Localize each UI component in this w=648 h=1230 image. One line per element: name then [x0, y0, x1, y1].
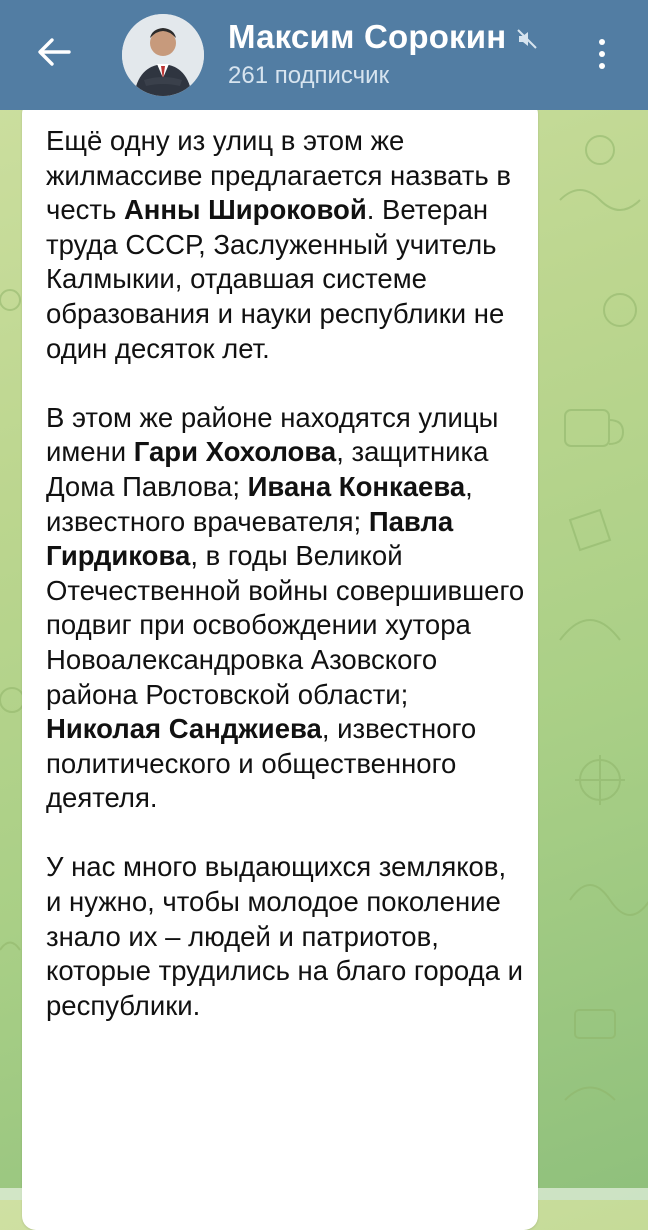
message-paragraph [46, 401, 526, 816]
text-run: , защитника Дома Павлова; [46, 436, 489, 502]
avatar-photo [122, 14, 204, 96]
message-paragraph [46, 850, 526, 1023]
message-bubble[interactable] [22, 100, 538, 1230]
arrow-left-icon [37, 37, 71, 67]
text-run: , известного политического и общественного деятеля. [46, 713, 477, 814]
subscriber-count: 261 подписчик [228, 62, 390, 89]
more-vertical-icon-dot [599, 63, 605, 69]
text-run: Ещё одну из улиц в этом же жилмассиве предлагается назвать в честь [46, 125, 511, 226]
bold-name: Николая Санджиева [46, 713, 322, 745]
channel-avatar[interactable] [122, 14, 204, 96]
back-button[interactable] [30, 28, 78, 76]
channel-name[interactable]: Максим Сорокин [228, 18, 507, 55]
reaction-bar-edge [0, 1188, 648, 1200]
chat-header [0, 0, 648, 110]
text-run: . Ветеран труда СССР, Заслуженный учитель Калмыкии, отдавшая системе образования и науки республики не один десяток лет. [46, 194, 505, 364]
bold-name: Анны Широковой [123, 194, 367, 226]
message-text [46, 124, 526, 1023]
more-vertical-icon-dot [599, 51, 605, 57]
more-vertical-icon [599, 39, 605, 45]
bold-name: Гари Хохолова [133, 436, 337, 468]
bold-name: Ивана Конкаева [247, 470, 466, 502]
muted-speaker-icon [516, 28, 538, 50]
text-run: В этом же районе находятся улицы имени [46, 401, 499, 468]
text-run: У нас много выдающихся земляков, и нужно, чтобы молодое поколение знало их – людей и патриотов, которые трудились на благо города и республики. [46, 851, 523, 1021]
text-run: , известного врачевателя; [46, 470, 473, 537]
text-run: , в годы Великой Отечественной войны совершившего подвиг при освобождении хутора Новоалександровка Азовского района Ростовской области; [46, 540, 525, 710]
more-menu-button[interactable] [584, 30, 620, 78]
bold-name: Павла Гирдикова [46, 505, 454, 572]
message-paragraph [46, 124, 526, 366]
